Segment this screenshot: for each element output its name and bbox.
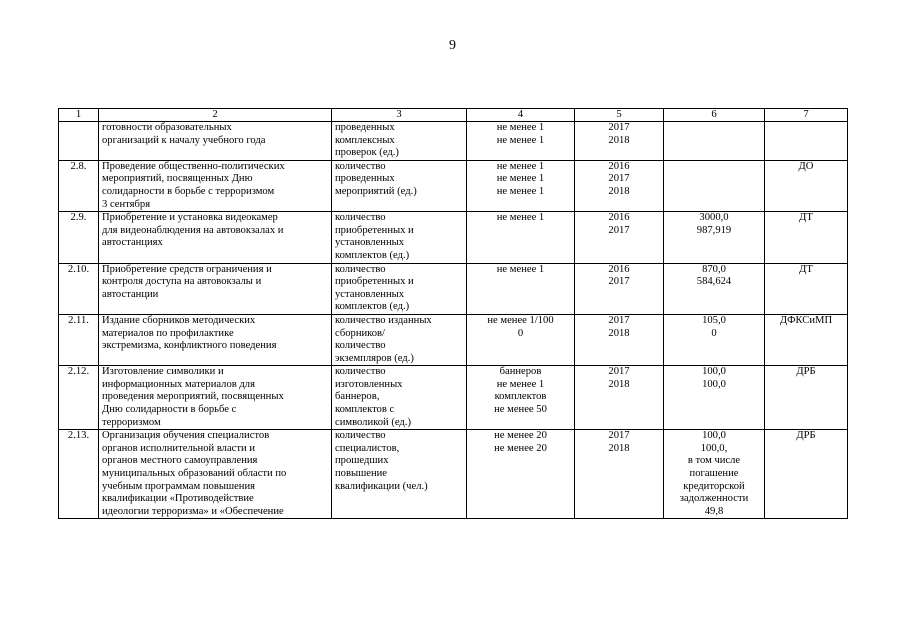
cell-line: 100,0	[702, 430, 726, 442]
cell-line: не менее 20	[494, 430, 547, 442]
header-row	[59, 109, 848, 122]
cell-line: не менее 50	[494, 404, 547, 416]
cell-line: 2017	[608, 173, 630, 185]
cell-line: проверок (ед.)	[335, 147, 399, 159]
cell-line: повышение	[335, 468, 387, 480]
cell-line: Издание сборников методических	[102, 314, 256, 326]
cell-executor: ДРБ	[765, 366, 848, 430]
cell-line: не менее 1	[496, 378, 545, 390]
cell-line: баннеров	[499, 366, 542, 378]
cell-line: для видеонаблюдения на автовокзалах и	[102, 224, 284, 236]
cell-line: идеологии терроризма» и «Обеспечение	[102, 505, 284, 517]
cell-line: не менее 1	[496, 122, 545, 133]
cell-line: 2017	[608, 276, 630, 288]
cell-line: прошедших	[335, 455, 389, 467]
cell-executor: ДТ	[765, 212, 848, 263]
cell-line: готовности образовательных	[102, 122, 232, 133]
table-row	[59, 430, 848, 519]
cell-years	[575, 314, 664, 365]
cell-indicator	[332, 122, 467, 161]
cell-line: 2016	[608, 160, 630, 172]
column-header: 3	[332, 109, 467, 122]
cell-line: 987,919	[696, 224, 732, 236]
cell-line: комплектов	[494, 391, 547, 403]
column-header: 7	[765, 109, 848, 122]
cell-line: погашение	[689, 468, 739, 480]
cell-indicator	[332, 212, 467, 263]
cell-line: солидарности в борьбе с терроризмом	[102, 185, 275, 197]
cell-number	[59, 122, 99, 161]
column-header: 5	[575, 109, 664, 122]
cell-line: 49,8	[704, 505, 724, 517]
cell-line: муниципальных образований области по	[102, 468, 287, 480]
cell-executor: ДО	[765, 160, 848, 211]
cell-line: контроля доступа на автовокзалы и	[102, 276, 262, 288]
cell-line: терроризмом	[102, 416, 161, 428]
cell-executor: ДФКСиМП	[765, 314, 848, 365]
cell-line: не менее 1	[496, 185, 545, 197]
cell-funding	[664, 314, 765, 365]
column-header: 1	[59, 109, 99, 122]
cell-line: 0	[711, 327, 717, 339]
cell-line: 2016	[608, 212, 630, 224]
column-header: 2	[99, 109, 332, 122]
cell-line: проведенных	[335, 173, 395, 185]
cell-line: количество	[335, 430, 386, 442]
cell-measure	[99, 314, 332, 365]
cell-target-value	[467, 430, 575, 519]
cell-line: организаций к началу учебного года	[102, 134, 266, 146]
cell-target-value	[467, 160, 575, 211]
cell-line: установленных	[335, 288, 405, 300]
cell-line: комплексных	[335, 134, 395, 146]
cell-line: автостанции	[102, 288, 159, 300]
table-row	[59, 122, 848, 161]
cell-line: 3000,0	[699, 212, 729, 224]
cell-measure	[99, 366, 332, 430]
page-number: 9	[449, 38, 456, 53]
cell-line: Проведение общественно-политических	[102, 160, 285, 172]
cell-line: количество	[335, 212, 386, 224]
cell-funding	[664, 212, 765, 263]
cell-measure	[99, 263, 332, 314]
cell-line: не менее 20	[494, 442, 547, 454]
cell-indicator	[332, 430, 467, 519]
cell-line: сборников/	[335, 327, 386, 339]
table-row	[59, 366, 848, 430]
cell-funding	[664, 122, 765, 161]
cell-line: символикой (ед.)	[335, 416, 411, 428]
cell-line: 2017	[608, 224, 630, 236]
cell-measure	[99, 212, 332, 263]
cell-line: автостанциях	[102, 237, 163, 249]
cell-line: мероприятий, посвященных Дню	[102, 173, 253, 185]
table-row	[59, 314, 848, 365]
cell-indicator	[332, 263, 467, 314]
cell-line: информационных материалов для	[102, 378, 255, 390]
cell-number: 2.11.	[59, 314, 99, 365]
cell-measure	[99, 160, 332, 211]
cell-executor: ДРБ	[765, 430, 848, 519]
cell-line: органов местного самоуправления	[102, 455, 258, 467]
cell-line: комплектов с	[335, 404, 395, 416]
cell-line: 2017	[608, 122, 630, 133]
cell-line: количество	[335, 340, 386, 352]
cell-line: 2018	[608, 378, 630, 390]
cell-line: комплектов (ед.)	[335, 249, 410, 261]
table-row	[59, 160, 848, 211]
cell-indicator	[332, 314, 467, 365]
cell-line: задолженности	[679, 493, 749, 505]
cell-line: не менее 1	[496, 160, 545, 172]
cell-number: 2.12.	[59, 366, 99, 430]
cell-line: Приобретение и установка видеокамер	[102, 212, 278, 224]
cell-funding	[664, 160, 765, 211]
cell-line: кредиторской	[683, 480, 745, 492]
cell-line: Дню солидарности в борьбе с	[102, 404, 237, 416]
cell-line: установленных	[335, 237, 405, 249]
cell-years	[575, 122, 664, 161]
cell-line: 870,0	[702, 263, 726, 275]
cell-line: 2018	[608, 185, 630, 197]
cell-executor	[765, 122, 848, 161]
cell-target-value	[467, 122, 575, 161]
cell-line: 2017	[608, 314, 630, 326]
cell-line: не менее 1/100	[487, 314, 554, 326]
cell-line: 2018	[608, 442, 630, 454]
cell-line: мероприятий (ед.)	[335, 185, 417, 197]
cell-line: не менее 1	[496, 212, 545, 224]
cell-line: 2017	[608, 366, 630, 378]
cell-years	[575, 430, 664, 519]
cell-number: 2.13.	[59, 430, 99, 519]
cell-line: в том числе	[687, 455, 741, 467]
cell-target-value	[467, 366, 575, 430]
cell-years	[575, 263, 664, 314]
cell-line: количество	[335, 366, 386, 378]
cell-indicator	[332, 366, 467, 430]
cell-number: 2.10.	[59, 263, 99, 314]
cell-years	[575, 160, 664, 211]
cell-target-value	[467, 212, 575, 263]
cell-years	[575, 366, 664, 430]
cell-line: 3 сентября	[102, 198, 151, 210]
cell-line: квалификации «Противодействие	[102, 493, 254, 505]
cell-line: 100,0	[702, 366, 726, 378]
cell-line: 2017	[608, 430, 630, 442]
cell-line: изготовленных	[335, 378, 403, 390]
cell-line: экстремизма, конфликтного поведения	[102, 340, 277, 352]
cell-funding	[664, 430, 765, 519]
cell-line: комплектов (ед.)	[335, 301, 410, 313]
cell-measure	[99, 430, 332, 519]
cell-target-value	[467, 263, 575, 314]
cell-number: 2.8.	[59, 160, 99, 211]
cell-line: проведения мероприятий, посвященных	[102, 391, 284, 403]
column-header: 6	[664, 109, 765, 122]
cell-line: Организация обучения специалистов	[102, 430, 270, 442]
column-header: 4	[467, 109, 575, 122]
cell-line: количество	[335, 160, 386, 172]
table-row	[59, 263, 848, 314]
cell-years	[575, 212, 664, 263]
cell-line: материалов по профилактике	[102, 327, 234, 339]
cell-line: количество изданных	[335, 314, 432, 326]
measures-table	[58, 108, 848, 519]
cell-executor: ДТ	[765, 263, 848, 314]
cell-target-value	[467, 314, 575, 365]
cell-line: Изготовление символики и	[102, 366, 224, 378]
cell-line: проведенных	[335, 122, 395, 133]
cell-line: приобретенных и	[335, 224, 414, 236]
cell-line: приобретенных и	[335, 276, 414, 288]
cell-funding	[664, 366, 765, 430]
cell-number: 2.9.	[59, 212, 99, 263]
cell-line: квалификации (чел.)	[335, 480, 428, 492]
cell-line: 2016	[608, 263, 630, 275]
cell-funding	[664, 263, 765, 314]
cell-indicator	[332, 160, 467, 211]
cell-line: количество	[335, 263, 386, 275]
cell-line: специалистов,	[335, 442, 400, 454]
cell-line: не менее 1	[496, 173, 545, 185]
cell-line: 0	[517, 327, 524, 339]
cell-line: баннеров,	[335, 391, 380, 403]
cell-line: органов исполнительной власти и	[102, 442, 255, 454]
cell-measure	[99, 122, 332, 161]
cell-line: экземпляров (ед.)	[335, 352, 414, 364]
cell-line: 105,0	[702, 314, 726, 326]
cell-line: 2018	[608, 134, 630, 146]
cell-line: 2018	[608, 327, 630, 339]
cell-line: не менее 1	[496, 134, 545, 146]
table-row	[59, 212, 848, 263]
cell-line: учебным программам повышения	[102, 480, 256, 492]
cell-line: 100,0	[702, 378, 726, 390]
cell-line: 100,0,	[700, 442, 728, 454]
cell-line: 584,624	[696, 276, 732, 288]
cell-line: Приобретение средств ограничения и	[102, 263, 272, 275]
cell-line: не менее 1	[496, 263, 545, 275]
